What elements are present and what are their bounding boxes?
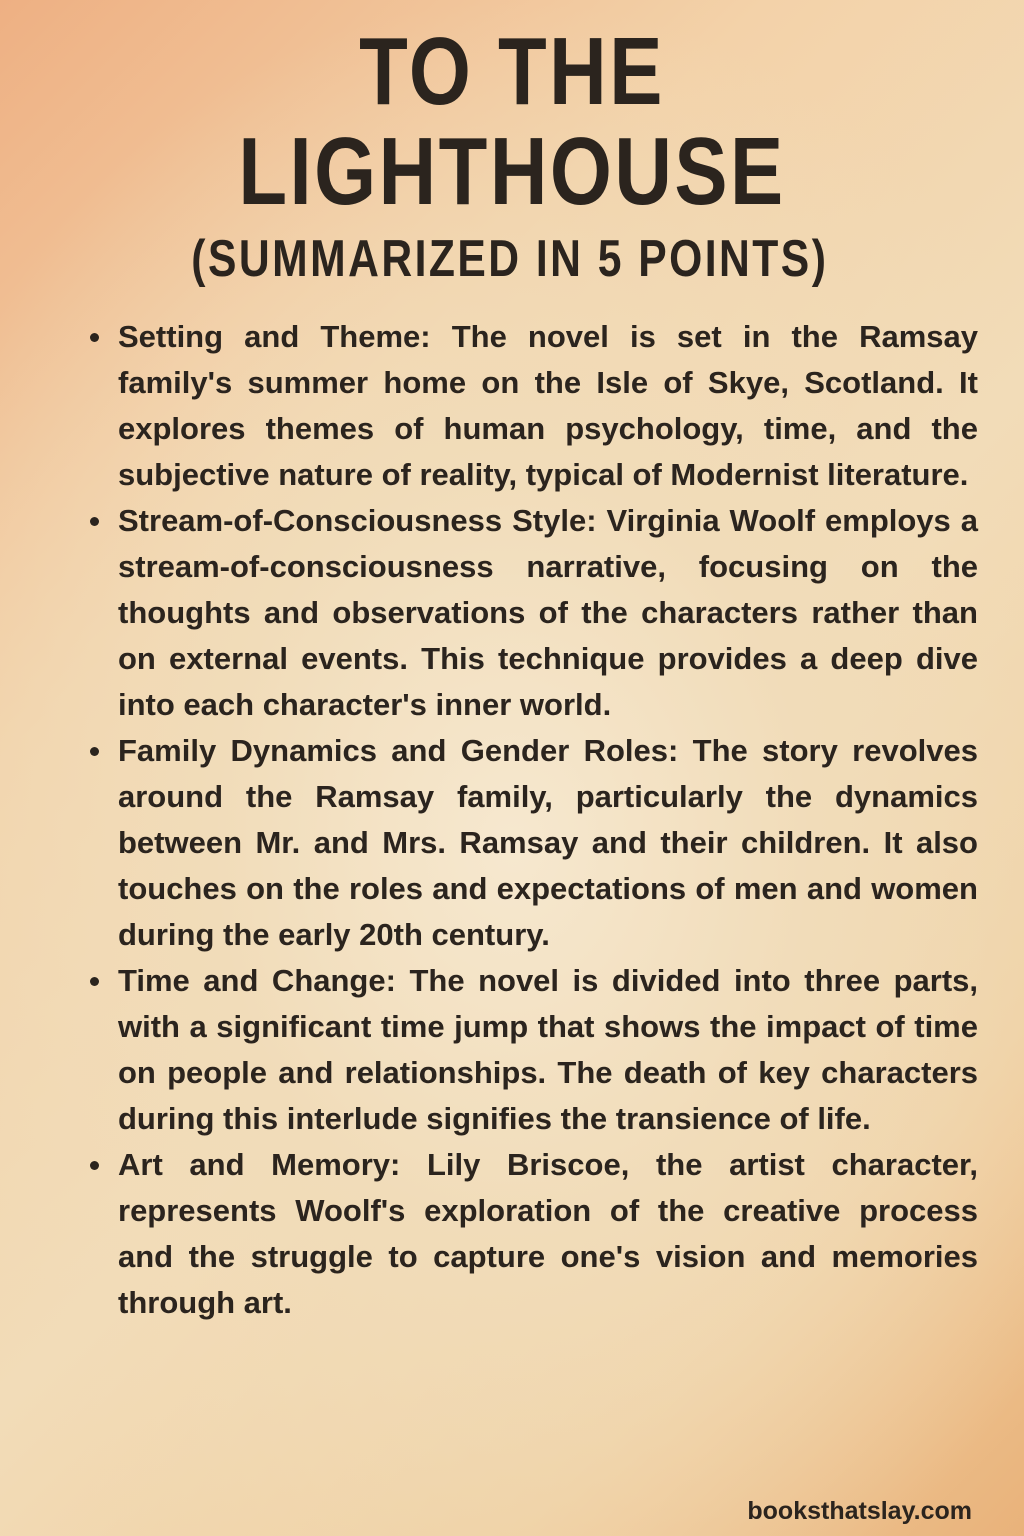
summary-point-setting: Setting and Theme: The novel is set in the Ramsay family's summer home on the Isle of Skye, Scotland. It explores themes of human psychology, time, and the subjective nature of reality, typical of Modernist literature. (118, 314, 978, 498)
summary-point-art: Art and Memory: Lily Briscoe, the artist character, represents Woolf's exploration of the creative process and the struggle to capture one's vision and memories through art. (118, 1142, 978, 1326)
summary-list (118, 314, 978, 1326)
summary-point-family: Family Dynamics and Gender Roles: The story revolves around the Ramsay family, particularly the dynamics between Mr. and Mrs. Ramsay and their children. It also touches on the roles and expectations of men and women during the early 20th century. (118, 728, 978, 958)
summary-point-time: Time and Change: The novel is divided into three parts, with a significant time jump that shows the impact of time on people and relationships. The death of key characters during this interlude signifies the transience of life. (118, 958, 978, 1142)
page-title: TO THE LIGHTHOUSE (238, 18, 786, 225)
page-subtitle: (SUMMARIZED IN 5 POINTS) (191, 230, 829, 288)
summary-point-style: Stream-of-Consciousness Style: Virginia Woolf employs a stream-of-consciousness narrative, focusing on the thoughts and observations of the characters rather than on external events. This technique provides a deep dive into each character's inner world. (118, 498, 978, 728)
site-watermark: booksthatslay.com (747, 1497, 972, 1525)
